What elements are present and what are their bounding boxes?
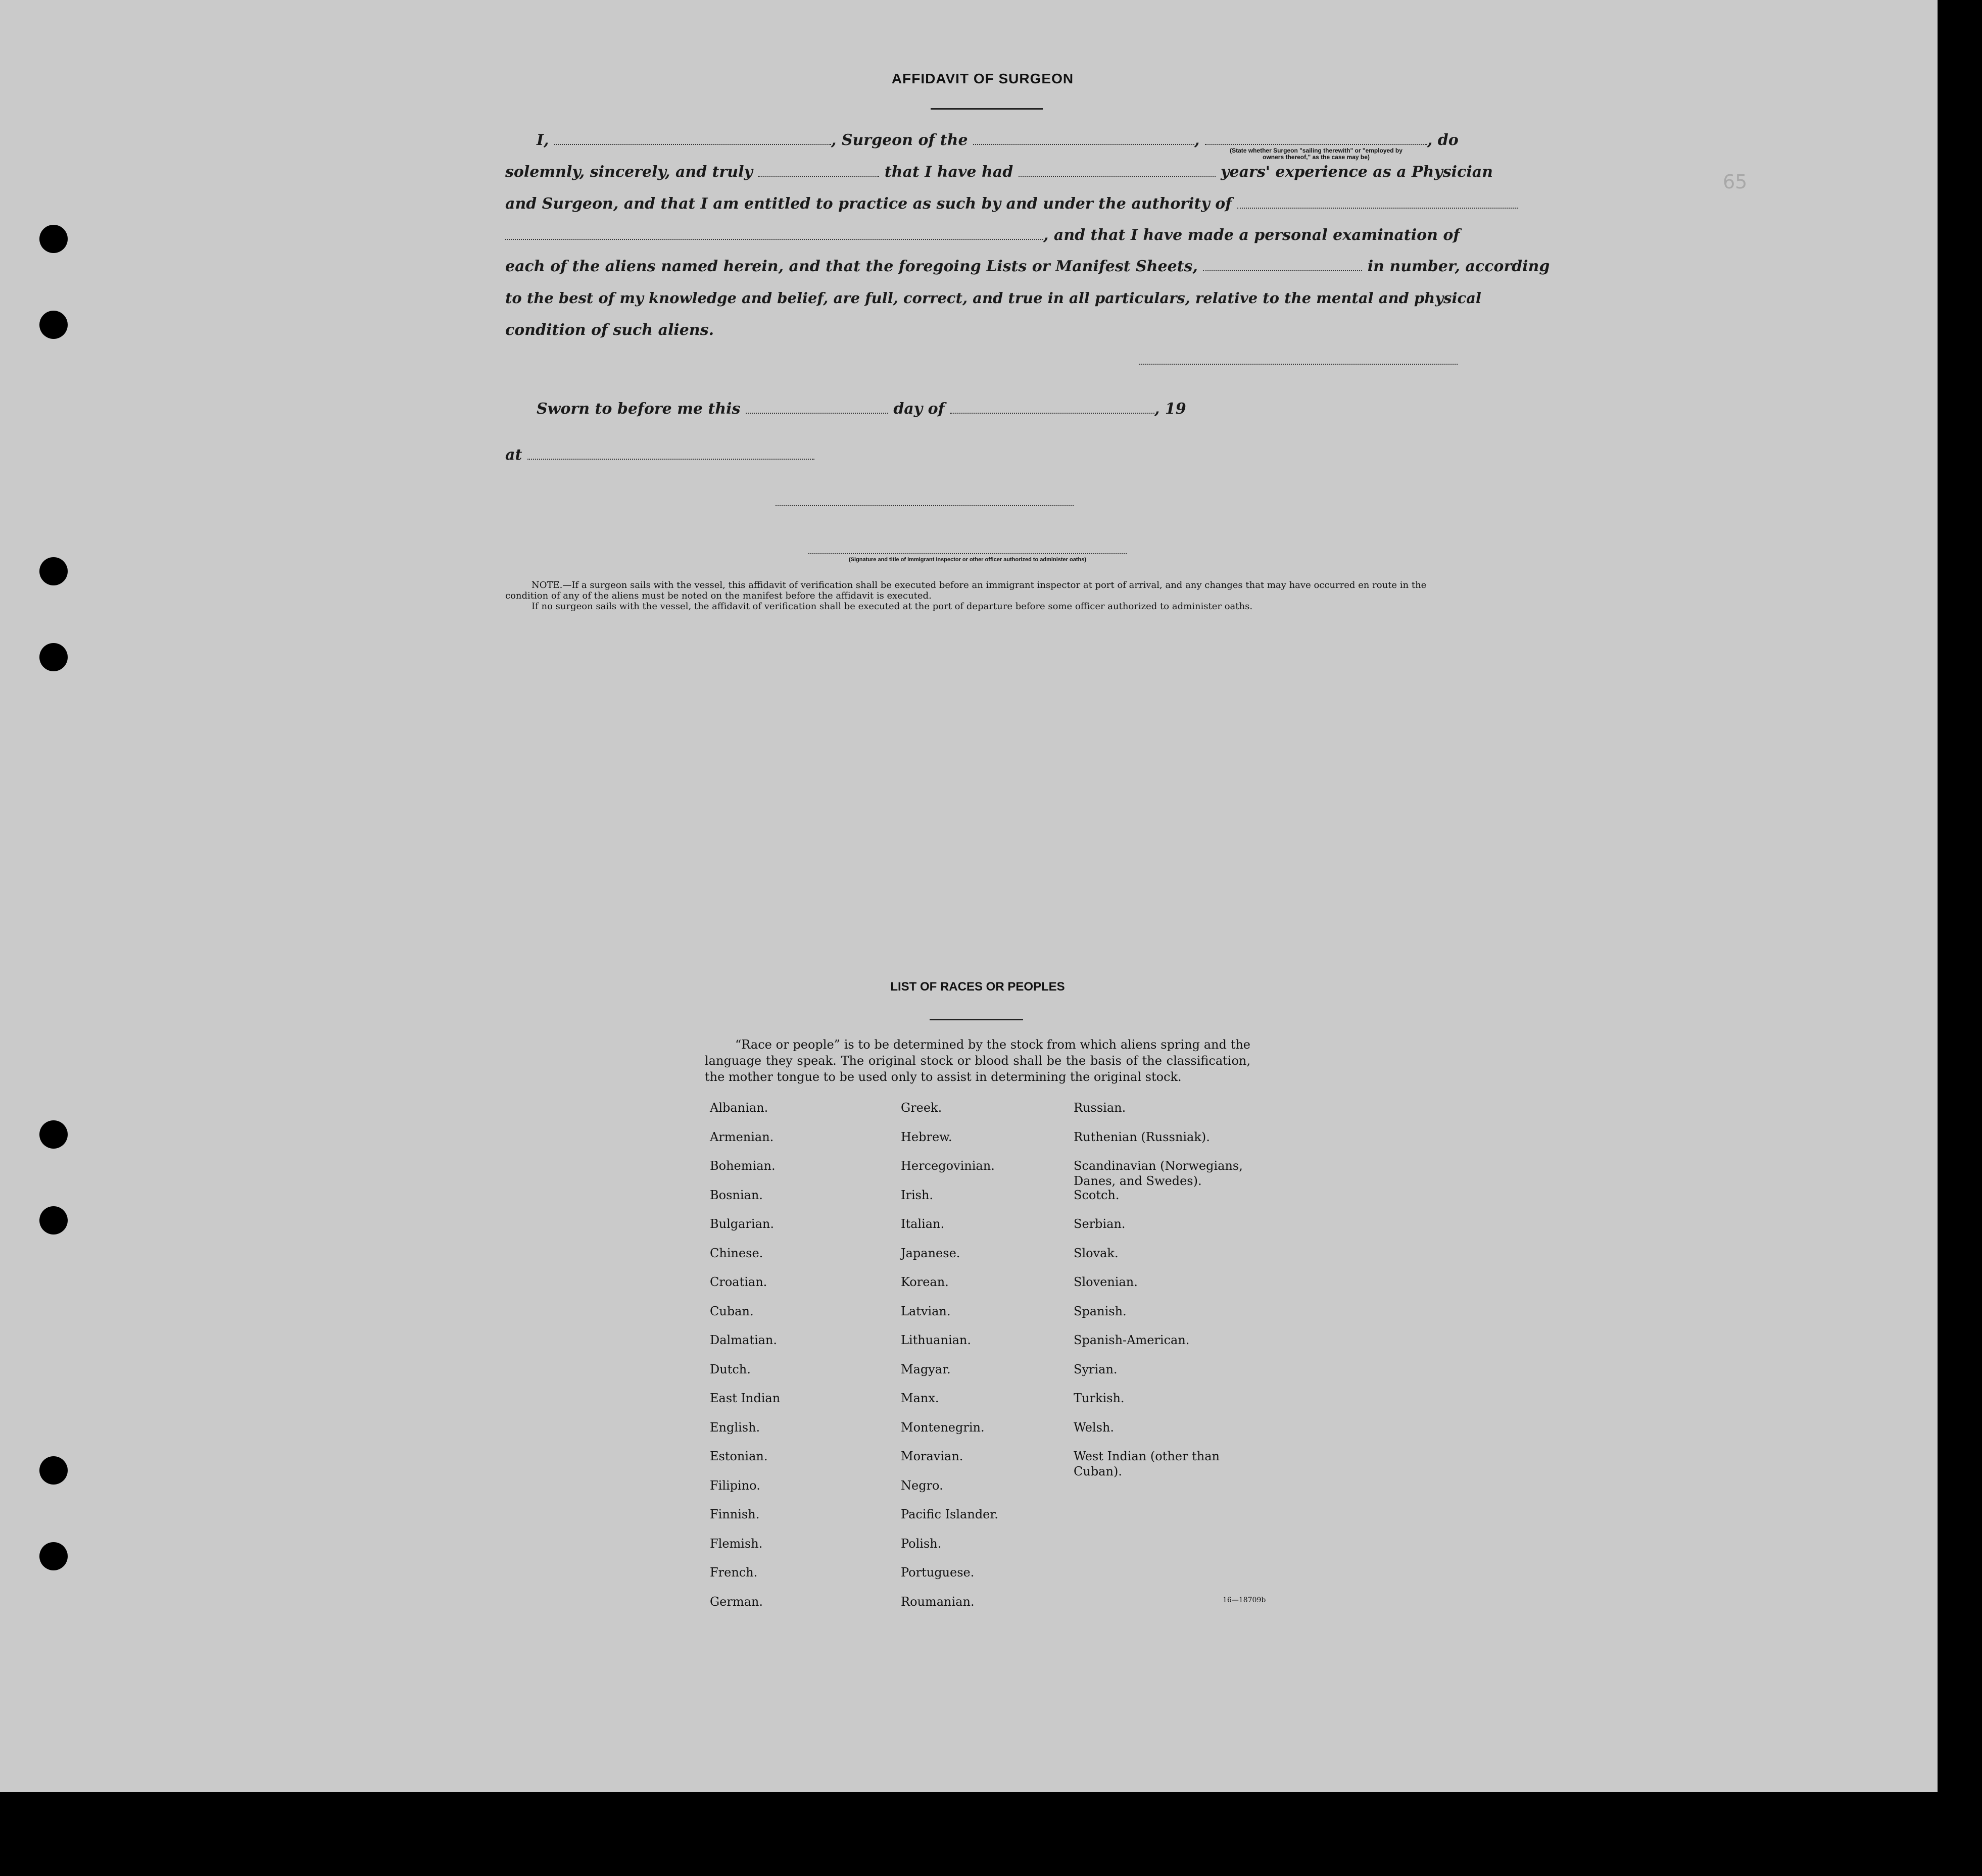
- race-entry: Albanian.: [710, 1101, 768, 1115]
- race-entry: Welsh.: [1074, 1420, 1114, 1435]
- affidavit-line-7: condition of such aliens.: [505, 321, 714, 339]
- race-entry: Russian.: [1074, 1101, 1126, 1115]
- races-column-2: [901, 1100, 1068, 1623]
- race-entry: Portuguese.: [901, 1565, 975, 1579]
- affidavit-line-6: to the best of my knowledge and belief, are full, correct, and true in all particulars, relative to the mental and physical: [505, 289, 1481, 307]
- race-entry: Dutch.: [710, 1362, 751, 1376]
- race-entry: Irish.: [901, 1188, 934, 1202]
- surgeon-name-blank[interactable]: [554, 133, 831, 145]
- race-entry: Montenegrin.: [901, 1420, 985, 1435]
- race-entry: Slovak.: [1074, 1246, 1119, 1260]
- title-underline: [931, 108, 1043, 110]
- race-entry: Filipino.: [710, 1478, 760, 1493]
- punch-hole: [39, 1120, 68, 1149]
- race-entry: Spanish-American.: [1074, 1333, 1190, 1347]
- race-entry: Hercegovinian.: [901, 1159, 995, 1173]
- affidavit-note: [505, 580, 1460, 612]
- surgeon-status-blank[interactable]: [1205, 133, 1427, 145]
- punch-hole: [39, 1456, 68, 1485]
- punch-hole: [39, 643, 68, 671]
- race-entry: Lithuanian.: [901, 1333, 972, 1347]
- race-entry: Ruthenian (Russniak).: [1074, 1129, 1210, 1144]
- race-entry: Croatian.: [710, 1275, 767, 1289]
- vessel-name-blank[interactable]: [973, 133, 1194, 145]
- note-paragraph-2: If no surgeon sails with the vessel, the affidavit of verification shall be executed at the port of departure before some officer authorized to administer oaths.: [531, 601, 1253, 612]
- punch-hole: [39, 557, 68, 585]
- authority-blank[interactable]: [1237, 196, 1518, 209]
- surgeon-status-hint: (State whether Surgeon "sailing therewith" or "employed by owners thereof," as the case may be): [1230, 147, 1403, 161]
- race-entry: Spanish.: [1074, 1304, 1127, 1318]
- affidavit-line-3: and Surgeon, and that I am entitled to practice as such by and under the authority of: [505, 195, 1460, 213]
- years-blank[interactable]: [1019, 165, 1216, 177]
- race-entry: Magyar.: [901, 1362, 951, 1376]
- race-entry: Finnish.: [710, 1507, 760, 1521]
- race-entry: Cuban.: [710, 1304, 754, 1318]
- races-intro: “Race or people” is to be determined by the stock from which aliens spring and the language they speak. The original stock or blood shall be the basis of the classification, the mother tongue to be used only to assist in determining the original stock.: [705, 1038, 1250, 1084]
- race-entry: Turkish.: [1074, 1391, 1125, 1405]
- officer-signature-line[interactable]: [776, 505, 1074, 506]
- affidavit-line-1: I, , Surgeon of the , , do: [537, 131, 1459, 149]
- note-paragraph-1: NOTE.—If a surgeon sails with the vessel, this affidavit of verification shall be executed before an immigrant inspector at port of arrival, and any changes that may have occurred en route in the condition of any of the aliens must be noted on the manifest before the affidavit is executed.: [505, 580, 1427, 601]
- race-entry: Bohemian.: [710, 1159, 776, 1173]
- race-entry: English.: [710, 1420, 760, 1435]
- affidavit-title: AFFIDAVIT OF SURGEON: [891, 71, 1074, 86]
- sworn-month-blank[interactable]: [950, 402, 1154, 414]
- oath-word-blank[interactable]: [758, 165, 879, 177]
- race-entry: Flemish.: [710, 1536, 763, 1551]
- race-entry: Roumanian.: [901, 1594, 975, 1609]
- race-entry: West Indian (other than Cuban).: [1074, 1449, 1220, 1478]
- race-entry: Moravian.: [901, 1449, 963, 1463]
- race-entry: Dalmatian.: [710, 1333, 778, 1347]
- race-entry: Serbian.: [1074, 1217, 1126, 1231]
- sworn-day-blank[interactable]: [746, 402, 888, 414]
- race-entry: Bulgarian.: [710, 1217, 774, 1231]
- at-line: at: [505, 446, 1460, 464]
- affidavit-line-4: , and that I have made a personal examination of: [505, 226, 1460, 244]
- race-entry: Negro.: [901, 1478, 943, 1493]
- sworn-line: Sworn to before me this day of , 19: [537, 400, 1186, 418]
- race-entry: Syrian.: [1074, 1362, 1118, 1376]
- race-entry: Armenian.: [710, 1129, 774, 1144]
- affidavit-line-2: solemnly, sincerely, and truly that I have had years' experience as a Physician: [505, 163, 1493, 181]
- races-title: LIST OF RACES OR PEOPLES: [890, 980, 1065, 994]
- race-entry: Chinese.: [710, 1246, 763, 1260]
- race-entry: Hebrew.: [901, 1129, 952, 1144]
- race-entry: Korean.: [901, 1275, 949, 1289]
- race-entry: Scotch.: [1074, 1188, 1120, 1202]
- form-number: 16—18709b: [1223, 1596, 1266, 1604]
- race-entry: Italian.: [901, 1217, 945, 1231]
- races-column-1: [710, 1100, 892, 1623]
- punch-hole: [39, 1542, 68, 1570]
- signature-caption: (Signature and title of immigrant inspector or other officer authorized to administer oaths): [849, 557, 1086, 563]
- race-entry: Bosnian.: [710, 1188, 763, 1202]
- punch-hole: [39, 225, 68, 253]
- races-column-3: [1074, 1100, 1255, 1478]
- race-entry: Japanese.: [901, 1246, 960, 1260]
- page-number-mark: 65: [1723, 171, 1748, 193]
- race-entry: Latvian.: [901, 1304, 951, 1318]
- race-entry: Estonian.: [710, 1449, 768, 1463]
- place-blank[interactable]: [527, 448, 814, 460]
- race-entry: Slovenian.: [1074, 1275, 1138, 1289]
- race-entry: Scandinavian (Norwegians, Danes, and Swedes).: [1074, 1159, 1243, 1188]
- race-entry: Polish.: [901, 1536, 942, 1551]
- race-entry: French.: [710, 1565, 758, 1579]
- races-title-underline: [930, 1019, 1023, 1020]
- punch-hole: [39, 1206, 68, 1235]
- race-entry: East Indian: [710, 1391, 781, 1405]
- officer-title-line[interactable]: [808, 553, 1127, 554]
- authority-continued-blank[interactable]: [505, 228, 1043, 240]
- sheets-count-blank[interactable]: [1203, 259, 1362, 271]
- punch-hole: [39, 311, 68, 339]
- affidavit-line-5: each of the aliens named herein, and that the foregoing Lists or Manifest Sheets, in number, according: [505, 258, 1550, 275]
- race-entry: Manx.: [901, 1391, 939, 1405]
- surgeon-signature-line[interactable]: [1139, 364, 1458, 365]
- race-entry: German.: [710, 1594, 763, 1609]
- race-entry: Greek.: [901, 1101, 942, 1115]
- race-entry: Pacific Islander.: [901, 1507, 998, 1521]
